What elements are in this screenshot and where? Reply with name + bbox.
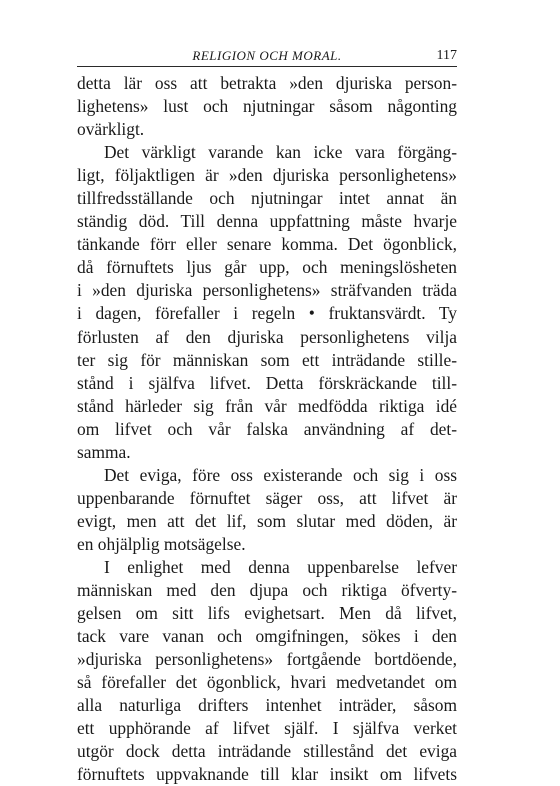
text-line: förnuftets uppvaknande till klar insikt om lifvets — [77, 764, 457, 785]
page-number: 117 — [436, 48, 457, 63]
body-text — [77, 72, 457, 786]
text-line: tänkande förr eller senare komma. Det ögonblick, — [77, 234, 457, 255]
text-line: ter sig för människan som ett inträdande stille- — [77, 349, 457, 370]
text-line: uppenbarande förnuftet säger oss, att lifvet är — [77, 487, 457, 508]
text-line: om lifvet och vår falska användning af det- — [77, 418, 457, 439]
text-line: ständig död. Till denna uppfattning måste hvarje — [77, 211, 457, 232]
text-line: I enlighet med denna uppenbarelse lefver — [104, 556, 457, 577]
text-line: tack vare vanan och omgifningen, sökes i den — [77, 626, 457, 647]
text-line: då förnuftets ljus går upp, och meningslösheten — [77, 257, 457, 278]
text-line: detta lär oss att betrakta »den djuriska person- — [77, 73, 457, 93]
header-rule — [77, 66, 457, 67]
text-line: samma. — [77, 441, 131, 462]
text-line: tillfredsställande och njutningar intet annat än — [77, 188, 457, 209]
text-line: ovärkligt. — [77, 119, 145, 140]
text-line: förlusten af den djuriska personlighetens vilja — [77, 326, 457, 347]
text-line: evigt, men att det lif, som slutar med döden, är — [77, 510, 457, 531]
text-line: en ohjälplig motsägelse. — [77, 533, 246, 554]
text-line: ett upphörande af lifvet själf. I själfva verket — [77, 718, 457, 739]
text-line: gelsen om sitt lifs evighetsart. Men då lifvet, — [77, 603, 457, 624]
text-line: i »den djuriska personlighetens» sträfvanden träda — [77, 280, 457, 301]
text-line: så förefaller det ögonblick, hvari medvetandet om — [77, 672, 457, 693]
text-line: ligt, följaktligen är »den djuriska personlighetens» — [77, 165, 457, 186]
text-line: »djuriska personlighetens» fortgående bortdöende, — [77, 649, 457, 670]
text-line: stånd härleder sig från vår medfödda riktiga idé — [77, 395, 457, 416]
text-line: Det värkligt varande kan icke vara förgäng- — [104, 142, 457, 163]
text-line: i dagen, förefaller i regeln • fruktansvärdt. Ty — [77, 303, 457, 324]
text-line: utgör dock detta inträdande stillestånd det eviga — [77, 741, 457, 762]
text-line: människan med den djupa och riktiga öfverty- — [77, 580, 457, 601]
text-line: alla naturliga drifters intenhet inträder, såsom — [77, 695, 457, 716]
text-line: Det eviga, före oss existerande och sig i oss — [104, 464, 457, 485]
running-title: RELIGION OCH MORAL. — [192, 48, 342, 63]
text-line: stånd i själfva lifvet. Detta förskräckande till- — [77, 372, 457, 393]
text-line: lighetens» lust och njutningar såsom någonting — [77, 96, 457, 117]
